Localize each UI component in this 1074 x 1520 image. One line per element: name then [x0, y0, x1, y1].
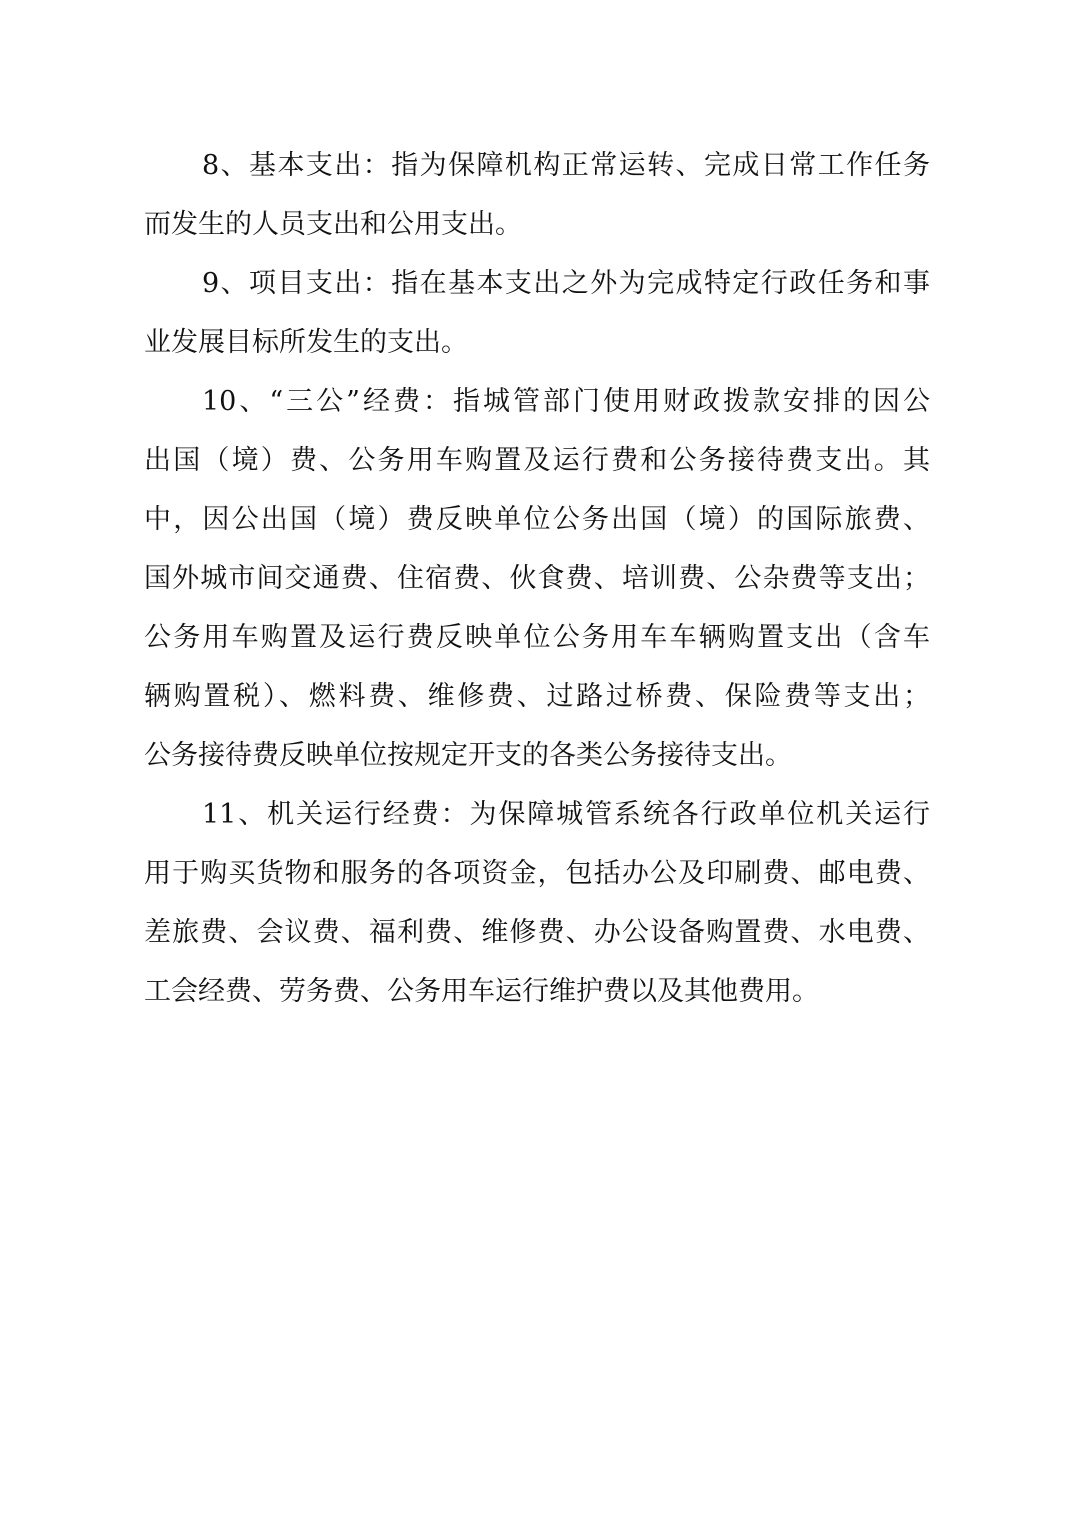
paragraph-line: 8、基本支出：指为保障机构正常运转、完成日常工作任务: [202, 150, 930, 181]
paragraph-line: 10、“三公”经费：指城管部门使用财政拨款安排的因公: [202, 386, 930, 417]
paragraph-line: 9、项目支出：指在基本支出之外为完成特定行政任务和事: [202, 268, 930, 299]
paragraph-line: 辆购置税）、燃料费、维修费、过路过桥费、保险费等支出；: [144, 681, 930, 712]
paragraph-line: 中，因公出国（境）费反映单位公务出国（境）的国际旅费、: [144, 504, 930, 535]
paragraph-line: 公务用车购置及运行费反映单位公务用车车辆购置支出（含车: [144, 622, 930, 653]
document-body: [144, 136, 930, 1021]
paragraph-line: 国外城市间交通费、住宿费、伙食费、培训费、公杂费等支出；: [144, 563, 930, 594]
paragraph-line: 业发展目标所发生的支出。: [144, 327, 468, 358]
paragraph-project-expenditure: [144, 254, 930, 372]
paragraph-line: 差旅费、会议费、福利费、维修费、办公设备购置费、水电费、: [144, 917, 930, 948]
paragraph-line: 用于购买货物和服务的各项资金，包括办公及印刷费、邮电费、: [144, 858, 930, 889]
paragraph-three-public-expenses: [144, 372, 930, 785]
paragraph-line: 而发生的人员支出和公用支出。: [144, 209, 522, 240]
paragraph-basic-expenditure: [144, 136, 930, 254]
paragraph-line: 出国（境）费、公务用车购置及运行费和公务接待费支出。其: [144, 445, 930, 476]
paragraph-agency-operating-funds: [144, 785, 930, 1021]
paragraph-line: 公务接待费反映单位按规定开支的各类公务接待支出。: [144, 740, 792, 771]
paragraph-line: 工会经费、劳务费、公务用车运行维护费以及其他费用。: [144, 976, 819, 1007]
paragraph-line: 11、机关运行经费：为保障城管系统各行政单位机关运行: [202, 799, 930, 830]
